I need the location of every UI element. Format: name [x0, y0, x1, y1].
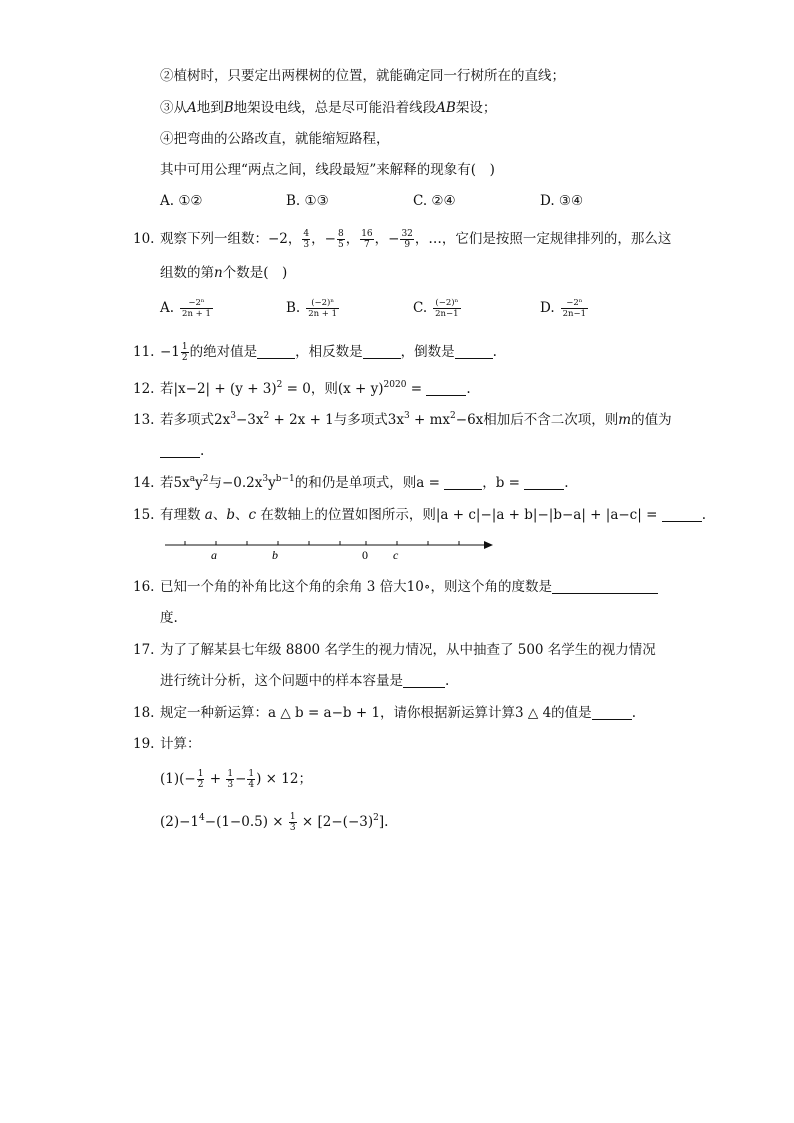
q18-text: 规定一种新运算：a △ b = a−b + 1，请你根据新运算计算3 △ 4的值是 . [160, 705, 636, 721]
q16-text: 已知一个角的补角比这个角的余角 3 倍大10∘，则这个角的度数是 [160, 578, 658, 596]
number-line-arrow [484, 541, 493, 549]
q15-number: 15. [133, 507, 155, 523]
q9-item-4: ④把弯曲的公路改直，就能缩短路程， [160, 131, 390, 147]
q16-text-2: 度. [160, 610, 178, 626]
q9-option-d: D. ③④ [540, 193, 584, 209]
q10-option-d: D. $\frac{\text{−2ⁿ}}{2n-1}$ [540, 298, 587, 319]
q9-option-b: B. ①③ [286, 193, 329, 209]
q11-text: −1 $\frac{1}{2}$ 的绝对值是 ，相反数是 ，倒数是 . [160, 342, 497, 363]
q12-text: 若$|x-2| + (y + 3)^2 = 0$，则$(x + y)^{2020}$ = . [160, 380, 471, 397]
q9-option-c: C. ②④ [413, 193, 456, 209]
q18-number: 18. [133, 705, 155, 721]
number-line-ticks [185, 541, 459, 545]
q10-option-c: C. $\frac{\text{(−2)ⁿ}}{2n-1}$ [413, 298, 459, 319]
q15-text: 有理数 a、b、c 在数轴上的位置如图所示，则|a + c|−|a + b|−|b−a| + |a−c| = . [160, 507, 706, 523]
number-line-label-c: c [393, 548, 399, 562]
q14-text: 若$5x^ay^2$与$-0.2x^3y^{b-1}$的和仍是单项式，则a = ，b = . [160, 474, 569, 491]
q17-text: 为了了解某县七年级 8800 名学生的视力情况，从中抽查了 500 名学生的视力情况 [160, 642, 656, 658]
q9-item-3: ③从A地到B地架设电线，总是尽可能沿着线段AB架设； [160, 100, 497, 116]
q19-number: 19. [133, 736, 155, 752]
q12-number: 12. [133, 381, 155, 397]
q10-text: 观察下列一组数：−2， $\frac{4}{3}$ ，− $\frac{8}{5}$ ， $\frac{16}{7}$ ，− $\frac{32}{9}$ ，…，它们是按照一定规律排列的，那么这 [160, 229, 672, 250]
q17-number: 17. [133, 642, 155, 658]
q9-item-2: ②植树时，只要定出两棵树的位置，就能确定同一行树所在的直线； [160, 68, 565, 84]
q19-text: 计算： [160, 736, 201, 752]
q17-text-2: 进行统计分析，这个问题中的样本容量是 . [160, 673, 450, 689]
number-line-figure [160, 536, 500, 566]
q10-text-2: 组数的第n个数是( ) [160, 265, 288, 281]
q10-option-a: A. $\frac{\text{−2ⁿ}}{2n + 1}$ [160, 298, 211, 319]
number-line-label-b: b [272, 548, 278, 562]
q10-option-b: B. $\frac{\text{(−2)ⁿ}}{2n + 1}$ [286, 298, 338, 319]
q10-number: 10. [133, 231, 155, 247]
q9-option-a: A. ①② [160, 193, 203, 209]
q14-number: 14. [133, 475, 155, 491]
number-line-label-zero: 0 [362, 548, 368, 562]
q13-text: 若多项式$2x^3-3x^2 + 2x + 1$与多项式$3x^3 + mx^2-6x$相加后不含二次项，则m的值为 [160, 411, 672, 428]
q19-part-1: (1)(− $\frac{1}{2}$ + $\frac{1}{3}$ − $\frac{1}{4}$ ) × 12； [160, 769, 312, 790]
q13-text-2: . [160, 442, 204, 460]
number-line-label-a: a [211, 548, 217, 562]
q19-part-2: $(2)-1^4-(1-0.5)$ × $\frac{1}{3}$ × $[2-(-3)^2]$. [160, 812, 389, 833]
q9-question: 其中可用公理“两点之间，线段最短”来解释的现象有( ) [160, 162, 495, 178]
q13-number: 13. [133, 412, 155, 428]
q16-number: 16. [133, 579, 155, 595]
q11-number: 11. [133, 344, 155, 360]
